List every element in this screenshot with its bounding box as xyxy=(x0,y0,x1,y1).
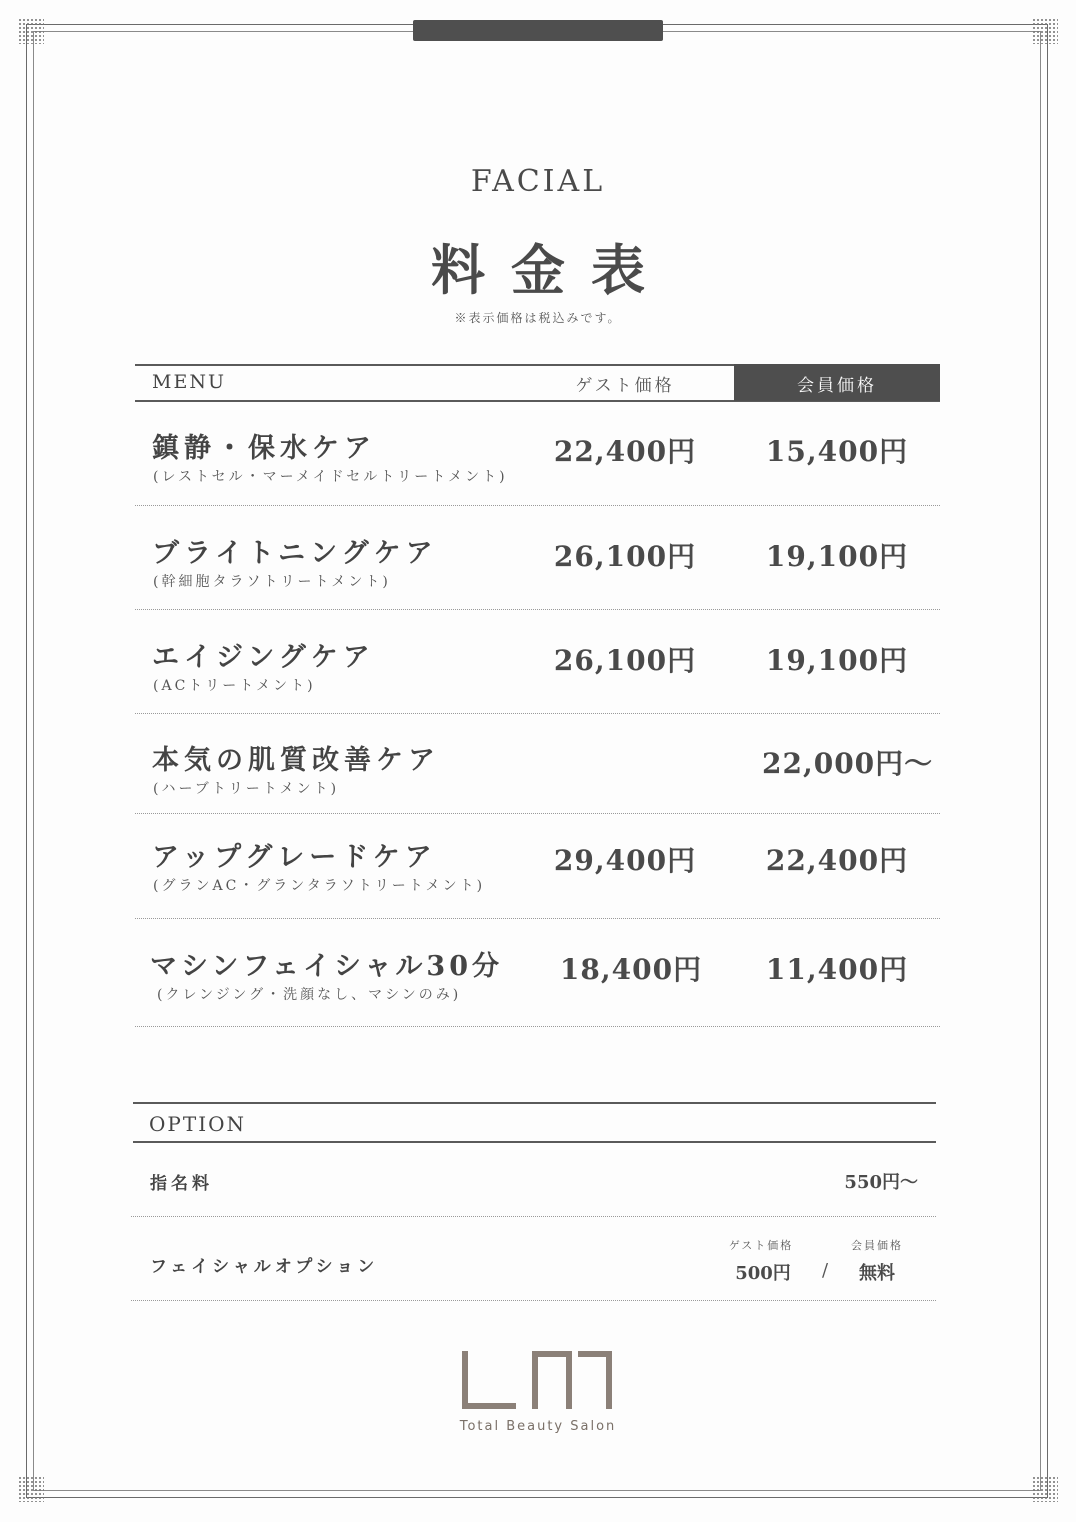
menu-description: (クレンジング・洗顔なし、マシンのみ) xyxy=(157,987,462,1003)
page-title: 料金表 xyxy=(431,238,671,302)
menu-description: (幹細胞タラソトリートメント) xyxy=(153,574,391,590)
corner-dots-top-left xyxy=(18,18,44,44)
guest-price: 26,100円 xyxy=(553,644,697,677)
corner-dots-bottom-left xyxy=(18,1476,44,1502)
menu-name: 鎮静・保水ケア xyxy=(152,433,376,464)
menu-name: アップグレードケア xyxy=(152,842,437,873)
member-price: 19,100円 xyxy=(765,540,909,573)
guest-price: 22,400円 xyxy=(553,435,697,468)
facial-option-name: フェイシャルオプション xyxy=(150,1257,379,1277)
facial-option-guest-price: 500円 xyxy=(735,1263,791,1284)
row-divider xyxy=(135,918,940,919)
menu-name: 本気の肌質改善ケア xyxy=(152,745,440,776)
member-price: 19,100円 xyxy=(765,644,909,677)
option-divider xyxy=(131,1216,936,1217)
facial-option-guest-label: ゲスト価格 xyxy=(728,1239,794,1252)
menu-name: ブライトニングケア xyxy=(152,538,438,569)
option-heading: OPTION xyxy=(149,1112,246,1136)
corner-dots-top-right xyxy=(1032,18,1058,44)
facial-option-member-label: 会員価格 xyxy=(851,1239,903,1252)
nomination-fee-name: 指名料 xyxy=(150,1174,213,1194)
guest-price: 29,400円 xyxy=(553,844,697,877)
member-price: 11,400円 xyxy=(765,953,909,986)
row-divider xyxy=(135,609,940,610)
row-divider xyxy=(135,505,940,506)
option-divider xyxy=(131,1300,936,1301)
menu-name: マシンフェイシャル30分 xyxy=(150,951,504,982)
facial-option-member-price: 無料 xyxy=(859,1263,895,1284)
price-separator: / xyxy=(822,1260,829,1281)
guest-price: 18,400円 xyxy=(559,953,703,986)
row-divider xyxy=(135,813,940,814)
category-heading: FACIAL xyxy=(470,164,606,199)
menu-description: (ハーブトリートメント) xyxy=(153,781,340,797)
option-header-bottom-line xyxy=(133,1141,936,1143)
menu-description: (ACトリートメント) xyxy=(153,678,316,694)
brand-tagline: Total Beauty Salon xyxy=(459,1419,617,1434)
row-divider xyxy=(135,1026,940,1027)
menu-description: (グランAC・グランタラソトリートメント) xyxy=(153,878,486,894)
corner-dots-bottom-right xyxy=(1032,1476,1058,1502)
menu-name: エイジングケア xyxy=(152,642,375,673)
member-price-column-header: 会員価格 xyxy=(797,376,877,396)
nomination-fee-price: 550円～ xyxy=(844,1172,918,1193)
menu-description: (レストセル・マーメイドセルトリートメント) xyxy=(153,469,508,485)
member-price: 22,400円 xyxy=(765,844,909,877)
top-bar xyxy=(413,20,663,41)
tax-note: ※表示価格は税込みです。 xyxy=(454,311,622,325)
guest-price: 26,100円 xyxy=(553,540,697,573)
row-divider xyxy=(135,713,940,714)
salon-logo xyxy=(462,1351,614,1411)
guest-price-column-header: ゲスト価格 xyxy=(575,376,675,396)
menu-column-header: MENU xyxy=(152,371,226,393)
option-header-top-line xyxy=(133,1102,936,1104)
member-price: 15,400円 xyxy=(765,435,909,468)
member-price: 22,000円～ xyxy=(762,747,934,780)
